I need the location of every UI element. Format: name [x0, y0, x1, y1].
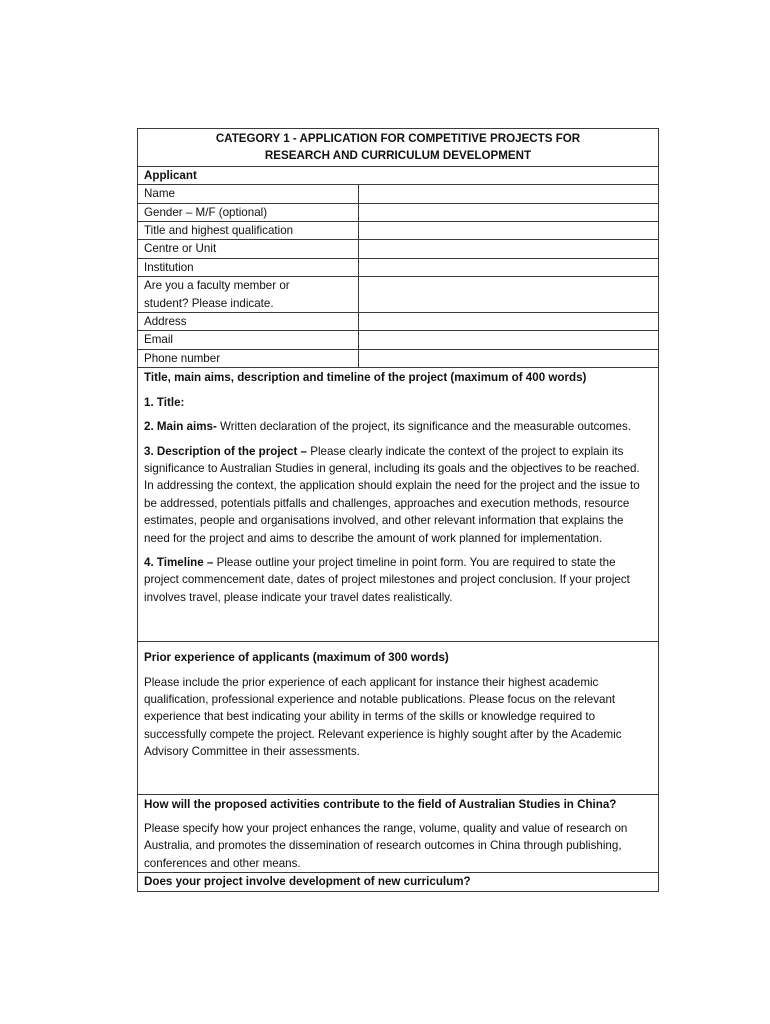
project-aims-text: Written declaration of the project, its significance and the measurable outcomes.	[216, 420, 631, 434]
contribution-row	[138, 794, 659, 873]
prior-experience-answer-space	[144, 768, 652, 794]
name-label: Name	[138, 185, 359, 203]
institution-label: Institution	[138, 258, 359, 276]
curriculum-row	[138, 873, 659, 891]
form-title	[138, 129, 659, 167]
applicant-heading-row	[138, 166, 659, 184]
project-aims-label: 2. Main aims-	[144, 420, 217, 434]
qualification-label: Title and highest qualification	[138, 222, 359, 240]
prior-experience-row	[138, 642, 659, 794]
email-field[interactable]	[359, 331, 659, 349]
faculty-label-line-2: student? Please indicate.	[144, 296, 274, 310]
project-heading: Title, main aims, description and timeline of the project (maximum of 400 words)	[144, 371, 587, 385]
project-section-row	[138, 368, 659, 642]
email-row	[138, 331, 659, 349]
address-row	[138, 313, 659, 331]
centre-row	[138, 240, 659, 258]
institution-field[interactable]	[359, 258, 659, 276]
project-description-item	[144, 443, 652, 547]
project-timeline-item	[144, 554, 652, 606]
gender-field[interactable]	[359, 203, 659, 221]
name-row	[138, 185, 659, 203]
address-field[interactable]	[359, 313, 659, 331]
gender-row	[138, 203, 659, 221]
project-timeline-label: 4. Timeline –	[144, 555, 214, 569]
gender-label: Gender – M/F (optional)	[138, 203, 359, 221]
form-title-row	[138, 129, 659, 167]
phone-label: Phone number	[138, 349, 359, 367]
name-field[interactable]	[359, 185, 659, 203]
faculty-field[interactable]	[359, 277, 659, 313]
address-label: Address	[138, 313, 359, 331]
faculty-label-line-1: Are you a faculty member or	[144, 279, 290, 293]
form-title-line-1: CATEGORY 1 - APPLICATION FOR COMPETITIVE PROJECTS FOR	[215, 132, 581, 145]
form-title-line-2: RESEARCH AND CURRICULUM DEVELOPMENT	[264, 149, 532, 163]
project-title-item	[144, 394, 652, 411]
project-description-label: 3. Description of the project –	[144, 444, 307, 458]
email-label: Email	[138, 331, 359, 349]
phone-field[interactable]	[359, 349, 659, 367]
project-title-label: 1. Title:	[144, 395, 185, 409]
project-timeline-text: Please outline your project timeline in point form. You are required to state the project commencement date, dates of project milestones and project conclusion. If your project involves travel, please indicate your travel dates realistically.	[144, 555, 630, 604]
contribution-heading: How will the proposed activities contribute to the field of Australian Studies in China?	[144, 797, 617, 811]
curriculum-heading[interactable]: Does your project involve development of new curriculum?	[138, 873, 659, 891]
application-form	[137, 128, 659, 892]
faculty-label	[138, 277, 359, 313]
centre-label: Centre or Unit	[138, 240, 359, 258]
faculty-row	[138, 277, 659, 313]
project-section[interactable]	[138, 368, 659, 642]
institution-row	[138, 258, 659, 276]
centre-field[interactable]	[359, 240, 659, 258]
project-description-text: Please clearly indicate the context of the project to explain its significance to Australian Studies in general, including its goals and the objectives to be reached. In addressing the context, the application should explain the need for the project and the issue to be addressed, potentials pitfalls and challenges, approaches and execution methods, resource estimates, people and organisations involved, and other relevant information that explains the need for the project and aims to describe the amount of work planned for implementation.	[144, 444, 640, 545]
phone-row	[138, 349, 659, 367]
contribution-section[interactable]	[138, 794, 659, 873]
contribution-text: Please specify how your project enhances the range, volume, quality and value of research on Australia, and promotes the dissemination of research outcomes in China through publishing, conferences and other means.	[144, 822, 628, 870]
prior-experience-heading: Prior experience of applicants (maximum of 300 words)	[144, 651, 449, 665]
prior-experience-text: Please include the prior experience of each applicant for instance their highest academic qualification, professional experience and notable publications. Please focus on the relevant experience that best indicating your ability in terms of the skills or knowledge required to successfully compete the project. Relevant experience is highly sought after by the Academic Advisory Committee in their assessments.	[144, 675, 622, 759]
project-aims-item	[144, 418, 652, 435]
project-answer-space	[144, 613, 652, 641]
applicant-heading: Applicant	[138, 166, 659, 184]
prior-experience-section[interactable]	[138, 642, 659, 794]
qualification-field[interactable]	[359, 222, 659, 240]
qualification-row	[138, 222, 659, 240]
